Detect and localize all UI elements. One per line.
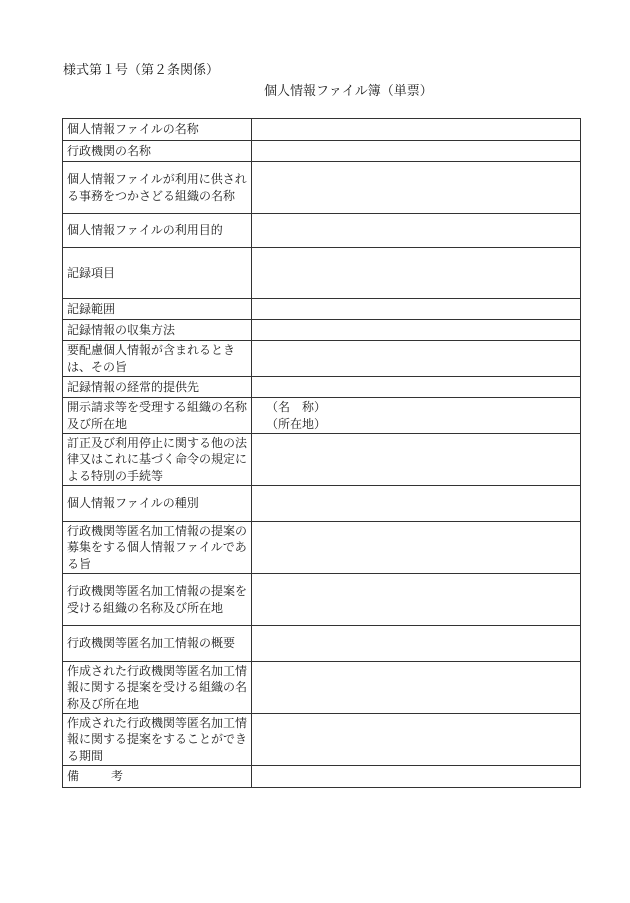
remarks-label-char-2: 考	[111, 769, 124, 784]
row-label-collection-method: 記録情報の収集方法	[63, 320, 252, 341]
row-label-anon-proposal-solicitation: 行政機関等匿名加工情報の提案の募集をする個人情報ファイルである旨	[63, 522, 252, 574]
row-label-agency-name: 行政機関の名称	[63, 141, 252, 162]
row-value-record-items[interactable]	[252, 248, 581, 299]
table-row	[63, 486, 581, 522]
table-row	[63, 141, 581, 162]
table-row	[63, 341, 581, 377]
row-value-collection-method[interactable]	[252, 320, 581, 341]
table-row	[63, 162, 581, 214]
table-row	[63, 714, 581, 766]
table-row	[63, 522, 581, 574]
row-label-responsible-org: 個人情報ファイルが利用に供される事務をつかさどる組織の名称	[63, 162, 252, 214]
row-value-created-anon-proposal-org[interactable]	[252, 662, 581, 714]
table-row	[63, 119, 581, 141]
row-label-sensitive-info: 要配慮個人情報が含まれるときは、その旨	[63, 341, 252, 377]
table-row	[63, 377, 581, 398]
row-value-file-name[interactable]	[252, 119, 581, 141]
row-value-regular-recipients[interactable]	[252, 377, 581, 398]
table-row	[63, 662, 581, 714]
row-value-disclosure-org[interactable]	[252, 398, 581, 434]
disclosure-org-name-label: （名 称）	[266, 400, 327, 414]
row-value-responsible-org[interactable]	[252, 162, 581, 214]
table-row	[63, 574, 581, 626]
row-value-sensitive-info[interactable]	[252, 341, 581, 377]
row-value-anon-proposal-org[interactable]	[252, 574, 581, 626]
table-row	[63, 299, 581, 320]
row-label-created-anon-proposal-org: 作成された行政機関等匿名加工情報に関する提案を受ける組織の名称及び所在地	[63, 662, 252, 714]
remarks-label-char-1: 備	[67, 769, 80, 784]
row-value-record-scope[interactable]	[252, 299, 581, 320]
form-number: 様式第１号（第２条関係）	[63, 63, 220, 78]
table-row	[63, 626, 581, 662]
disclosure-org-address-label: （所在地）	[266, 416, 327, 431]
table-row	[63, 434, 581, 486]
row-value-file-type[interactable]	[252, 486, 581, 522]
table-row	[63, 248, 581, 299]
table-row	[63, 766, 581, 788]
table-row	[63, 398, 581, 434]
row-value-special-procedures[interactable]	[252, 434, 581, 486]
row-value-purpose[interactable]	[252, 214, 581, 248]
row-label-regular-recipients: 記録情報の経常的提供先	[63, 377, 252, 398]
table-row	[63, 320, 581, 341]
row-label-record-scope: 記録範囲	[63, 299, 252, 320]
row-value-anon-overview[interactable]	[252, 626, 581, 662]
row-label-anon-overview: 行政機関等匿名加工情報の概要	[63, 626, 252, 662]
row-label-purpose: 個人情報ファイルの利用目的	[63, 214, 252, 248]
row-label-anon-proposal-org: 行政機関等匿名加工情報の提案を受ける組織の名称及び所在地	[63, 574, 252, 626]
row-label-file-name: 個人情報ファイルの名称	[63, 119, 252, 141]
row-value-remarks[interactable]	[252, 766, 581, 788]
row-label-created-anon-proposal-period: 作成された行政機関等匿名加工情報に関する提案をすることができる期間	[63, 714, 252, 766]
form-title: 個人情報ファイル簿（単票）	[264, 84, 433, 99]
register-table	[62, 118, 581, 788]
row-value-created-anon-proposal-period[interactable]	[252, 714, 581, 766]
row-value-agency-name[interactable]	[252, 141, 581, 162]
row-label-file-type: 個人情報ファイルの種別	[63, 486, 252, 522]
table-row	[63, 214, 581, 248]
row-label-remarks	[63, 766, 252, 788]
row-label-special-procedures: 訂正及び利用停止に関する他の法律又はこれに基づく命令の規定による特別の手続等	[63, 434, 252, 486]
row-label-record-items: 記録項目	[63, 248, 252, 299]
row-value-anon-proposal-solicitation[interactable]	[252, 522, 581, 574]
row-label-disclosure-org: 開示請求等を受理する組織の名称及び所在地	[63, 398, 252, 434]
